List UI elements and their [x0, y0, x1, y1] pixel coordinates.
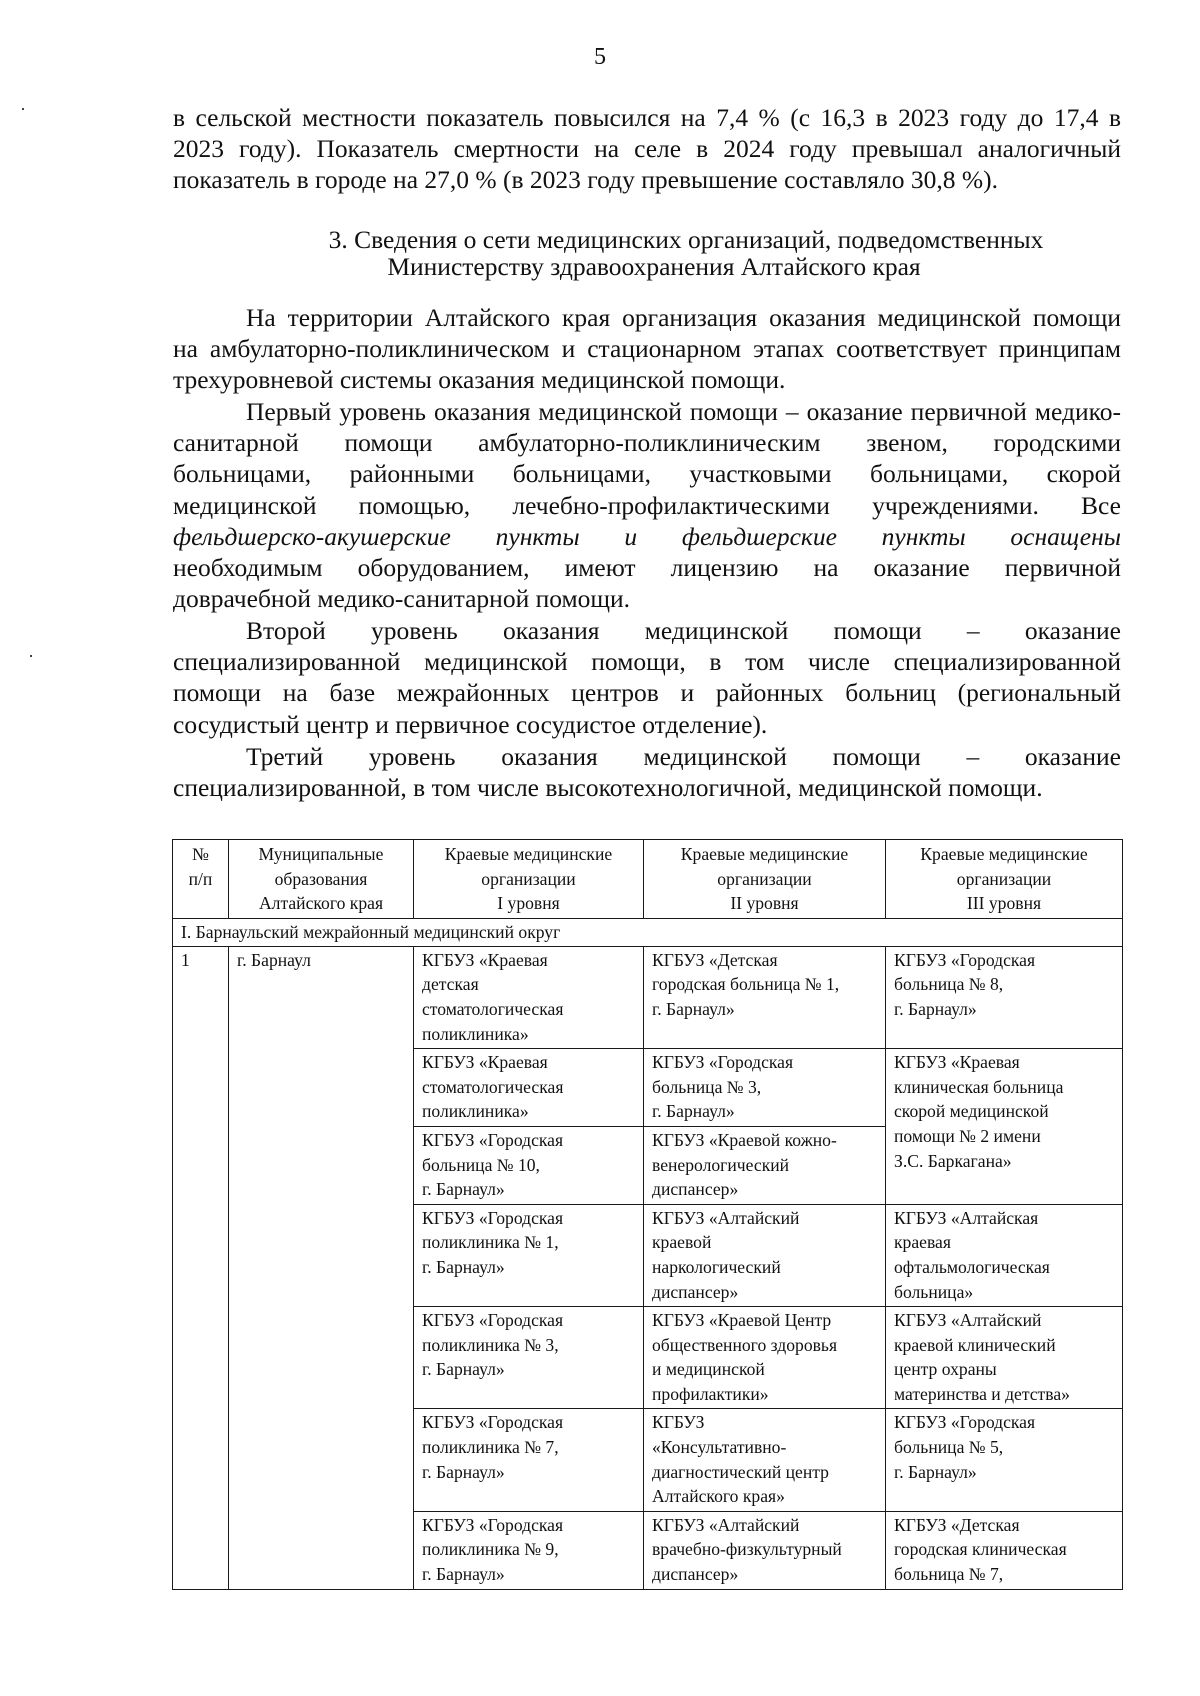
text-line: сосудистый центр и первичное сосудистое отделение). [173, 709, 768, 739]
text-line: специализированной медицинской помощи, в том числе специализированной [173, 647, 1121, 677]
level3-org: КГБУЗ «Детская городская клиническая больница № 7, [886, 1511, 1123, 1589]
level2-org: КГБУЗ «Алтайский краевой наркологический диспансер» [644, 1204, 886, 1306]
text-line: показатель в городе на 27,0 % (в 2023 году превышение составляло 30,8 %). [173, 165, 998, 195]
paragraph-first-level [173, 396, 1121, 614]
row-number: 1 [173, 946, 229, 1589]
paragraph-second-level [173, 615, 1121, 740]
page-number: 5 [594, 44, 606, 70]
header-level-2: Краевые медицинские организации II уровня [644, 840, 886, 919]
medical-organizations-table [172, 839, 1123, 1590]
section-title-line: Министерству здравоохранения Алтайского края [387, 252, 921, 281]
level1-org: КГБУЗ «Краевая детская стоматологическая поликлиника» [414, 946, 644, 1048]
level3-org: КГБУЗ «Алтайский краевой клинический центр охраны материнства и детства» [886, 1307, 1123, 1409]
table-section-row [173, 918, 1123, 946]
text-line: Второй уровень оказания медицинской помощи – оказание [246, 616, 1121, 645]
scan-speck [22, 108, 24, 110]
level3-org: КГБУЗ «Городская больница № 8, г. Барнаул» [886, 946, 1123, 1048]
section-title [173, 226, 1121, 280]
district-name: I. Барнаульский межрайонный медицинский округ [173, 918, 1123, 946]
text-line: больницами, районными больницами, участковыми больницами, скорой [173, 459, 1121, 489]
paragraph-third-level [173, 741, 1121, 803]
text-line: специализированной, в том числе высокотехнологичной, медицинской помощи. [173, 773, 1043, 803]
header-level-1: Краевые медицинские организации I уровня [414, 840, 644, 919]
level1-org: КГБУЗ «Городская поликлиника № 1, г. Барнаул» [414, 1204, 644, 1306]
text-line: необходимым оборудованием, имеют лицензию на оказание первичной [173, 553, 1121, 583]
scan-speck [30, 655, 32, 657]
level2-org: КГБУЗ «Консультативно- диагностический центр Алтайского края» [644, 1409, 886, 1511]
level1-org: КГБУЗ «Городская поликлиника № 7, г. Барнаул» [414, 1409, 644, 1511]
text-line: санитарной помощи амбулаторно-поликлиническим звеном, городскими [173, 428, 1121, 458]
text-line: медицинской помощью, лечебно-профилактическими учреждениями. Все [173, 490, 1121, 520]
table-header-row [173, 840, 1123, 919]
header-level-3: Краевые медицинские организации III уровня [886, 840, 1123, 919]
municipality-name: г. Барнаул [229, 946, 414, 1589]
text-line: трехуровневой системы оказания медицинской помощи. [173, 365, 786, 395]
text-line: в сельской местности показатель повысился на 7,4 % (с 16,3 в 2023 году до 17,4 в [173, 103, 1121, 132]
level1-org: КГБУЗ «Городская поликлиника № 9, г. Барнаул» [414, 1511, 644, 1589]
level3-org: КГБУЗ «Городская больница № 5, г. Барнаул» [886, 1409, 1123, 1511]
level3-org: КГБУЗ «Алтайская краевая офтальмологическая больница» [886, 1204, 1123, 1306]
level2-org: КГБУЗ «Детская городская больница № 1, г. Барнаул» [644, 946, 886, 1048]
text-line: доврачебной медико-санитарной помощи. [173, 584, 631, 614]
level1-org: КГБУЗ «Краевая стоматологическая поликлиника» [414, 1049, 644, 1127]
level1-org: КГБУЗ «Городская поликлиника № 3, г. Барнаул» [414, 1307, 644, 1409]
level3-org: КГБУЗ «Краевая клиническая больница скорой медицинской помощи № 2 имени З.С. Баркагана» [886, 1049, 1123, 1205]
header-number: № п/п [173, 840, 229, 919]
level2-org: КГБУЗ «Алтайский врачебно-физкультурный диспансер» [644, 1511, 886, 1589]
text-line: помощи на базе межрайонных центров и районных больниц (региональный [173, 678, 1121, 708]
table-row [173, 946, 1123, 1048]
intro-paragraph [173, 102, 1121, 196]
level1-org: КГБУЗ «Городская больница № 10, г. Барнаул» [414, 1126, 644, 1204]
level2-org: КГБУЗ «Краевой кожно- венерологический диспансер» [644, 1126, 886, 1204]
text-line: 2023 году). Показатель смертности на селе в 2024 году превышал аналогичный [173, 134, 1121, 164]
paragraph-territory [173, 302, 1121, 396]
level2-org: КГБУЗ «Краевой Центр общественного здоровья и медицинской профилактики» [644, 1307, 886, 1409]
level2-org: КГБУЗ «Городская больница № 3, г. Барнаул» [644, 1049, 886, 1127]
header-municipality: Муниципальные образования Алтайского края [229, 840, 414, 919]
text-line: на амбулаторно-поликлиническом и стационарном этапах соответствует принципам [173, 334, 1121, 364]
text-line: фельдшерско-акушерские пункты и фельдшерские пункты оснащены [173, 521, 1121, 551]
text-line: Первый уровень оказания медицинской помощи – оказание первичной медико- [246, 397, 1121, 426]
section-title-line: 3. Сведения о сети медицинских организаций, подведомственных [328, 225, 1044, 254]
text-line: Третий уровень оказания медицинской помощи – оказание [246, 742, 1121, 771]
text-line: На территории Алтайского края организация оказания медицинской помощи [246, 303, 1121, 332]
